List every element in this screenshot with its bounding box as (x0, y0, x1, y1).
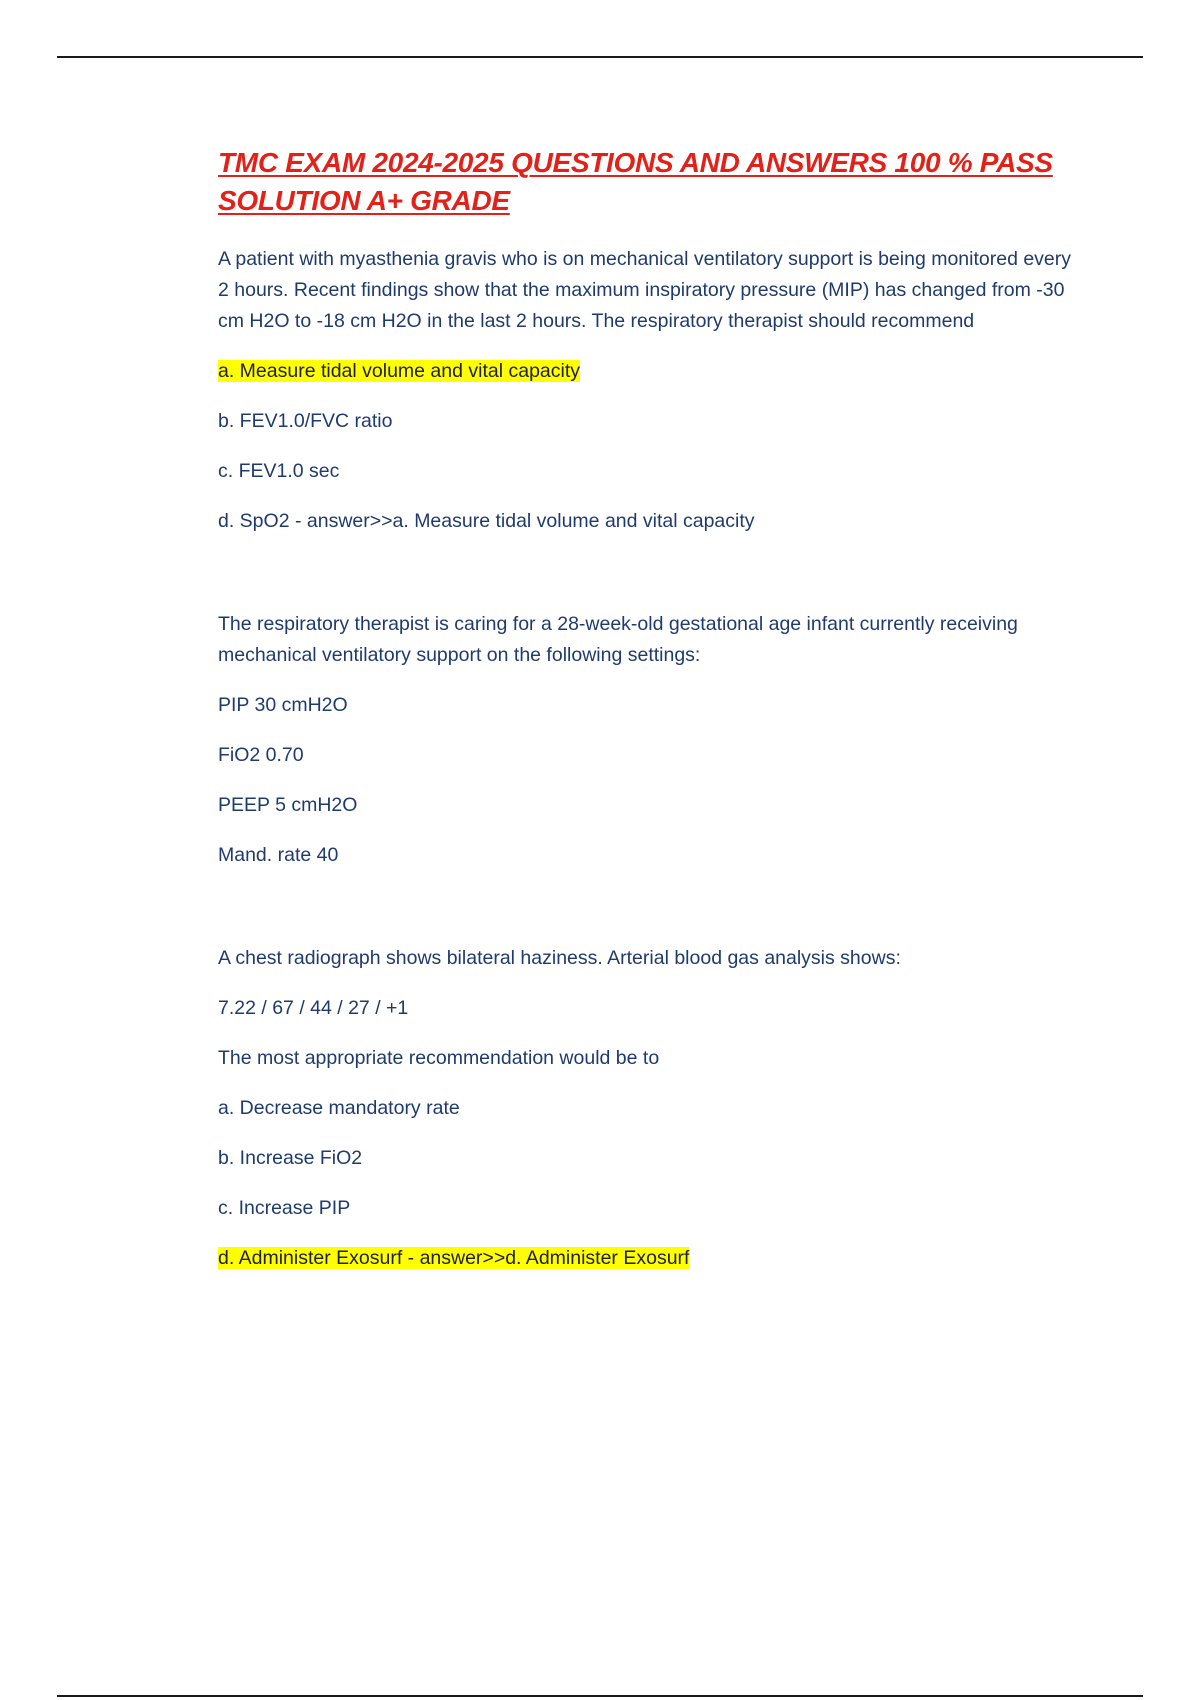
q1-stem: A patient with myasthenia gravis who is on mechanical ventilatory support is being monitored every 2 hours. Recent findings show that the maximum inspiratory pressure (MIP) has changed from -30 cm H2O to -18 cm H2O in the last 2 hours. The respiratory therapist should recommend (218, 248, 1072, 332)
q2-option-c: c. Increase PIP (218, 1197, 351, 1219)
q2-abg-values: 7.22 / 67 / 44 / 27 / +1 (218, 997, 409, 1019)
q1-option-b: b. FEV1.0/FVC ratio (218, 410, 393, 432)
q2-option-d (218, 1243, 1078, 1274)
title-line-2: SOLUTION A+ GRADE (218, 185, 510, 216)
q2-prompt: The most appropriate recommendation would be to (218, 1047, 660, 1069)
q1-option-a-highlight: a. Measure tidal volume and vital capacity (218, 360, 581, 382)
q2-setting-fio2: FiO2 0.70 (218, 744, 304, 766)
q2-radiograph: A chest radiograph shows bilateral haziness. Arterial blood gas analysis shows: (218, 947, 901, 969)
q2-option-b: b. Increase FiO2 (218, 1147, 363, 1169)
q1-option-d: d. SpO2 - answer>>a. Measure tidal volume and vital capacity (218, 510, 755, 532)
q2-setting-rate: Mand. rate 40 (218, 844, 339, 866)
q2-setting-peep: PEEP 5 cmH2O (218, 794, 358, 816)
bottom-rule (57, 1695, 1143, 1697)
q1-option-c: c. FEV1.0 sec (218, 460, 340, 482)
document-body (218, 144, 1078, 1274)
title-line-1: TMC EXAM 2024-2025 QUESTIONS AND ANSWERS 100 % PASS (218, 147, 1053, 178)
q2-option-d-highlight: d. Administer Exosurf - answer>>d. Administer Exosurf (218, 1247, 690, 1269)
q1-option-a (218, 356, 1078, 387)
top-rule (57, 56, 1143, 58)
q2-option-a: a. Decrease mandatory rate (218, 1097, 460, 1119)
document-title (218, 144, 1078, 220)
q2-setting-pip: PIP 30 cmH2O (218, 694, 348, 716)
q2-stem: The respiratory therapist is caring for a 28-week-old gestational age infant currently receiving mechanical ventilatory support on the following settings: (218, 613, 1018, 666)
